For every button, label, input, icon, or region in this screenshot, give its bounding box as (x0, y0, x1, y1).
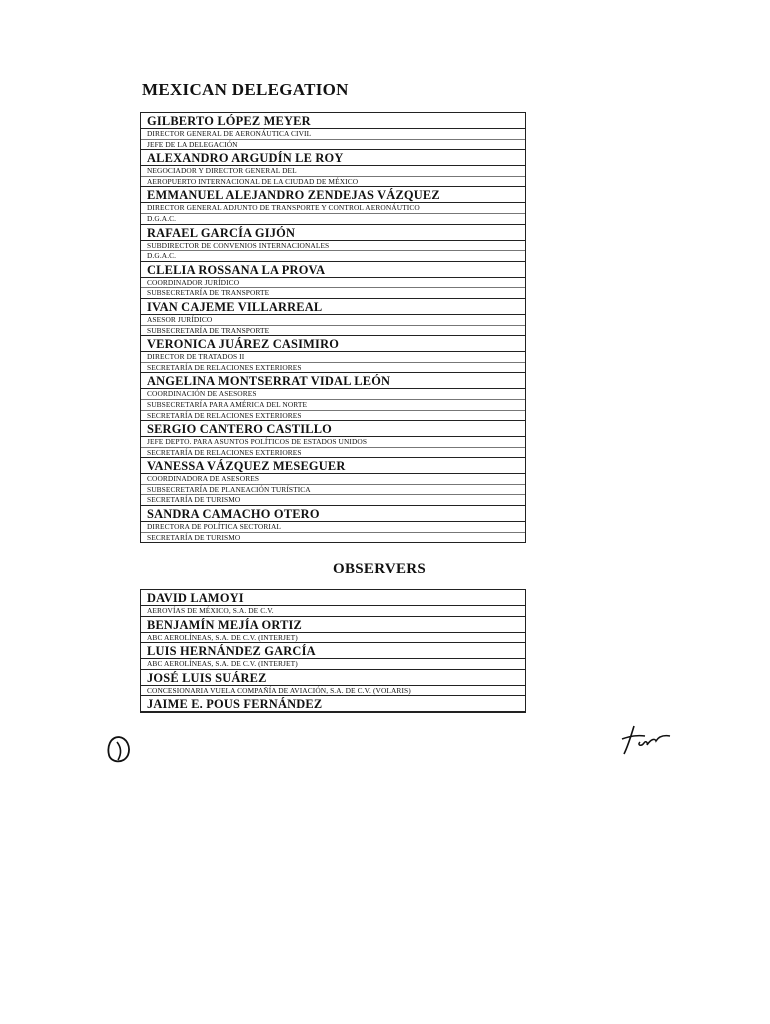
entry-title-line: JEFE DE LA DELEGACIÓN (147, 139, 238, 149)
entry-title-line: SUBDIRECTOR DE CONVENIOS INTERNACIONALES (141, 241, 525, 252)
handwritten-initial-icon (104, 733, 134, 767)
entry-title-line: AEROVÍAS DE MÉXICO, S.A. DE C.V. (147, 606, 274, 615)
entry-title-line: ABC AEROLÍNEAS, S.A. DE C.V. (INTERJET) (147, 659, 298, 669)
entry-name: VANESSA VÁZQUEZ MESEGUER (141, 458, 525, 474)
entry-title-line: D.G.A.C. (147, 251, 177, 261)
entry-title-line: SUBSECRETARÍA DE TRANSPORTE (147, 325, 270, 335)
entry-veronica-juarez-casimiro (140, 336, 526, 373)
entry-name: BENJAMÍN MEJÍA ORTIZ (141, 617, 525, 633)
entry-title-line: COORDINADOR JURÍDICO (141, 278, 525, 289)
entry-name: SANDRA CAMACHO OTERO (141, 506, 525, 522)
entry-jaime-e-pous-fernandez (140, 696, 526, 713)
observers-table (140, 589, 526, 713)
entry-title-line: DIRECTOR GENERAL DE AERONÁUTICA CIVIL (141, 129, 525, 140)
entry-name: IVAN CAJEME VILLARREAL (141, 299, 525, 315)
entry-gilberto-lopez-meyer (140, 113, 526, 150)
entry-rafael-garcia-gijon (140, 225, 526, 262)
entry-clelia-rossana-la-prova (140, 262, 526, 299)
delegation-table (140, 112, 526, 543)
entry-title-line: AEROPUERTO INTERNACIONAL DE LA CIUDAD DE MÉXICO (147, 176, 359, 186)
entry-title-line: COORDINADORA DE ASESORES (141, 474, 525, 485)
entry-benjamin-mejia-ortiz (140, 617, 526, 644)
entry-jose-luis-suarez (140, 670, 526, 697)
handwritten-signature-icon (618, 722, 672, 758)
entry-name: ANGELINA MONTSERRAT VIDAL LEÓN (141, 373, 525, 389)
entry-title-line: SECRETARÍA DE RELACIONES EXTERIORES (147, 410, 302, 420)
entry-title-line: DIRECTOR DE TRATADOS II (141, 352, 525, 363)
entry-title-line: SUBSECRETARÍA PARA AMÉRICA DEL NORTE (141, 400, 525, 411)
entry-title-line: DIRECTORA DE POLÍTICA SECTORIAL (141, 522, 525, 533)
entry-vanessa-vazquez-meseguer (140, 458, 526, 506)
entry-title-line: CONCESIONARIA VUELA COMPAÑÍA DE AVIACIÓN, S.A. DE C.V. (VOLARIS) (147, 685, 411, 695)
entry-name: ALEXANDRO ARGUDÍN LE ROY (141, 150, 525, 166)
entry-title-line: NEGOCIADOR Y DIRECTOR GENERAL DEL (141, 166, 525, 177)
entry-name: EMMANUEL ALEJANDRO ZENDEJAS VÁZQUEZ (141, 187, 525, 203)
entry-angelina-montserrat-vidal-leon (140, 373, 526, 421)
entry-name: VERONICA JUÁREZ CASIMIRO (141, 336, 525, 352)
entry-title-line: D.G.A.C. (147, 213, 177, 223)
entry-title-line: ABC AEROLÍNEAS, S.A. DE C.V. (INTERJET) (147, 632, 298, 642)
entry-alexandro-argudin-le-roy (140, 150, 526, 187)
entry-title-line: SECRETARÍA DE TURISMO (147, 495, 241, 505)
entry-title-line: COORDINACIÓN DE ASESORES (141, 389, 525, 400)
entry-emmanuel-alejandro-zendejas-vazquez (140, 187, 526, 224)
entry-title-line: SECRETARÍA DE RELACIONES EXTERIORES (147, 447, 302, 457)
entry-title-line: SECRETARÍA DE RELACIONES EXTERIORES (147, 362, 302, 372)
entry-title-line: JEFE DEPTO. PARA ASUNTOS POLÍTICOS DE ESTADOS UNIDOS (141, 437, 525, 448)
entry-sandra-camacho-otero (140, 506, 526, 543)
entry-luis-hernandez-garcia (140, 643, 526, 670)
entry-title-line: DIRECTOR GENERAL ADJUNTO DE TRANSPORTE Y CONTROL AERONÁUTICO (141, 203, 525, 214)
entry-title-line: SECRETARÍA DE TURISMO (147, 532, 241, 542)
entry-sergio-cantero-castillo (140, 421, 526, 458)
entry-name: DAVID LAMOYI (141, 590, 525, 606)
entry-name: SERGIO CANTERO CASTILLO (141, 421, 525, 437)
entry-name: JOSÉ LUIS SUÁREZ (141, 670, 525, 686)
entry-title-line: SUBSECRETARÍA DE PLANEACIÓN TURÍSTICA (141, 485, 525, 496)
entry-name: GILBERTO LÓPEZ MEYER (141, 113, 525, 129)
observers-heading: OBSERVERS (333, 561, 427, 577)
entry-ivan-cajeme-villarreal (140, 299, 526, 336)
entry-name: LUIS HERNÁNDEZ GARCÍA (141, 643, 525, 659)
entry-name: CLELIA ROSSANA LA PROVA (141, 262, 525, 278)
entry-david-lamoyi (140, 590, 526, 617)
entry-title-line: SUBSECRETARÍA DE TRANSPORTE (147, 288, 270, 298)
entry-title-line: ASESOR JURÍDICO (141, 315, 525, 326)
entry-name: RAFAEL GARCÍA GIJÓN (141, 225, 525, 241)
delegation-heading: MEXICAN DELEGATION (142, 80, 349, 99)
entry-name: JAIME E. POUS FERNÁNDEZ (141, 696, 525, 712)
